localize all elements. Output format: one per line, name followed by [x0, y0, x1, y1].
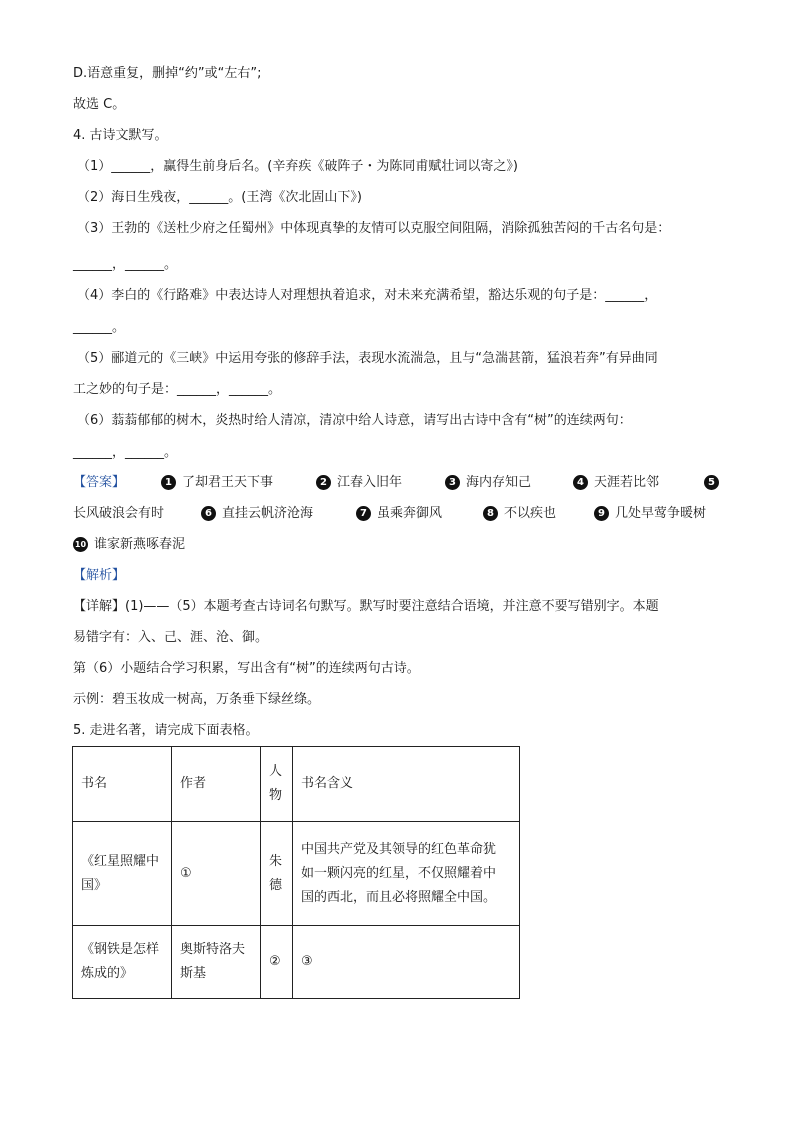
answer-item-10: 10 谁家新燕啄春泥	[74, 537, 186, 552]
header-meaning: 书名含义	[293, 747, 520, 822]
answer-label: 【答案】	[73, 475, 126, 490]
row2-person: ②	[261, 926, 293, 999]
classics-table	[72, 746, 520, 999]
analysis-label: 【解析】	[73, 568, 126, 583]
q4-item-2: （2）海日生残夜，______。(王湾《次北固山下》)	[77, 190, 362, 205]
answer-item-9: 9 几处早莺争暖树	[594, 504, 706, 524]
answer-item-5-num: 5	[704, 473, 725, 493]
q4-item-3: （3）王勃的《送杜少府之任蜀州》中体现真挚的友情可以克服空间阻隔，消除孤独苦闷的千古名句是：	[77, 221, 671, 236]
answer-item-4: 4 天涯若比邻	[573, 473, 659, 493]
answer-item-3: 3 海内存知己	[445, 473, 531, 493]
header-person: 人 物	[261, 747, 293, 822]
header-author: 作者	[172, 747, 261, 822]
answer-item-7: 7 虽乘奔御风	[356, 504, 442, 524]
row2-meaning: ③	[293, 926, 520, 999]
q4-item-5: （5）郦道元的《三峡》中运用夸张的修辞手法，表现水流湍急，且与“急湍甚箭，猛浪若奔”有异曲同	[77, 351, 658, 366]
table-header-row	[73, 747, 520, 822]
answer-item-8: 8 不以疾也	[483, 504, 556, 524]
table-row	[73, 926, 520, 999]
answer-row-1	[73, 473, 733, 493]
answer-item-5-text: 长风破浪会有时	[73, 506, 165, 521]
question-5-title: 5. 走进名著，请完成下面表格。	[73, 723, 259, 738]
q4-item-4-blank: ______。	[73, 320, 126, 335]
answer-row-3	[73, 535, 733, 555]
q4-item-3-blanks: ______，______。	[73, 257, 178, 272]
q4-item-6-blanks: ______，______。	[73, 445, 178, 460]
analysis-detail-2: 易错字有：入、己、涯、沧、御。	[73, 630, 269, 645]
row1-meaning: 中国共产党及其领导的红色革命犹 如一颗闪亮的红星，不仅照耀着中 国的西北，而且必将照耀全中国。	[293, 822, 520, 926]
q4-item-6: （6）蓊蓊郁郁的树木，炎热时给人清凉，清凉中给人诗意，请写出古诗中含有“树”的连续两句：	[77, 413, 632, 428]
q4-item-4: （4）李白的《行路难》中表达诗人对理想执着追求，对未来充满希望，豁达乐观的句子是：______，	[77, 288, 658, 303]
answer-item-6: 6 直挂云帆济沧海	[201, 504, 313, 524]
row1-book: 《红星照耀中 国》	[73, 822, 172, 926]
answer-item-2: 2 江春入旧年	[316, 473, 402, 493]
table-row	[73, 822, 520, 926]
analysis-detail-1: 【详解】(1)——（5）本题考查古诗词名句默写。默写时要注意结合语境，并注意不要写错别字。本题	[73, 599, 659, 614]
question-4-title: 4. 古诗文默写。	[73, 128, 168, 143]
conclusion-line: 故选 C。	[73, 97, 126, 112]
row2-book: 《钢铁是怎样 炼成的》	[73, 926, 172, 999]
analysis-detail-3: 第（6）小题结合学习积累，写出含有“树”的连续两句古诗。	[73, 661, 420, 676]
row2-author: 奥斯特洛夫 斯基	[172, 926, 261, 999]
row1-person: 朱 德	[261, 822, 293, 926]
answer-item-1: 1 了却君王天下事	[161, 473, 273, 493]
q4-item-5-cont: 工之妙的句子是：______，______。	[73, 382, 282, 397]
header-book: 书名	[73, 747, 172, 822]
row1-author: ①	[172, 822, 261, 926]
option-d-explanation: D.语意重复，删掉“约”或“左右”;	[73, 66, 262, 81]
analysis-example: 示例：碧玉妆成一树高，万条垂下绿丝绦。	[73, 692, 321, 707]
q4-item-1: （1）______，赢得生前身后名。(辛弃疾《破阵子・为陈同甫赋壮词以寄之》)	[77, 159, 518, 174]
